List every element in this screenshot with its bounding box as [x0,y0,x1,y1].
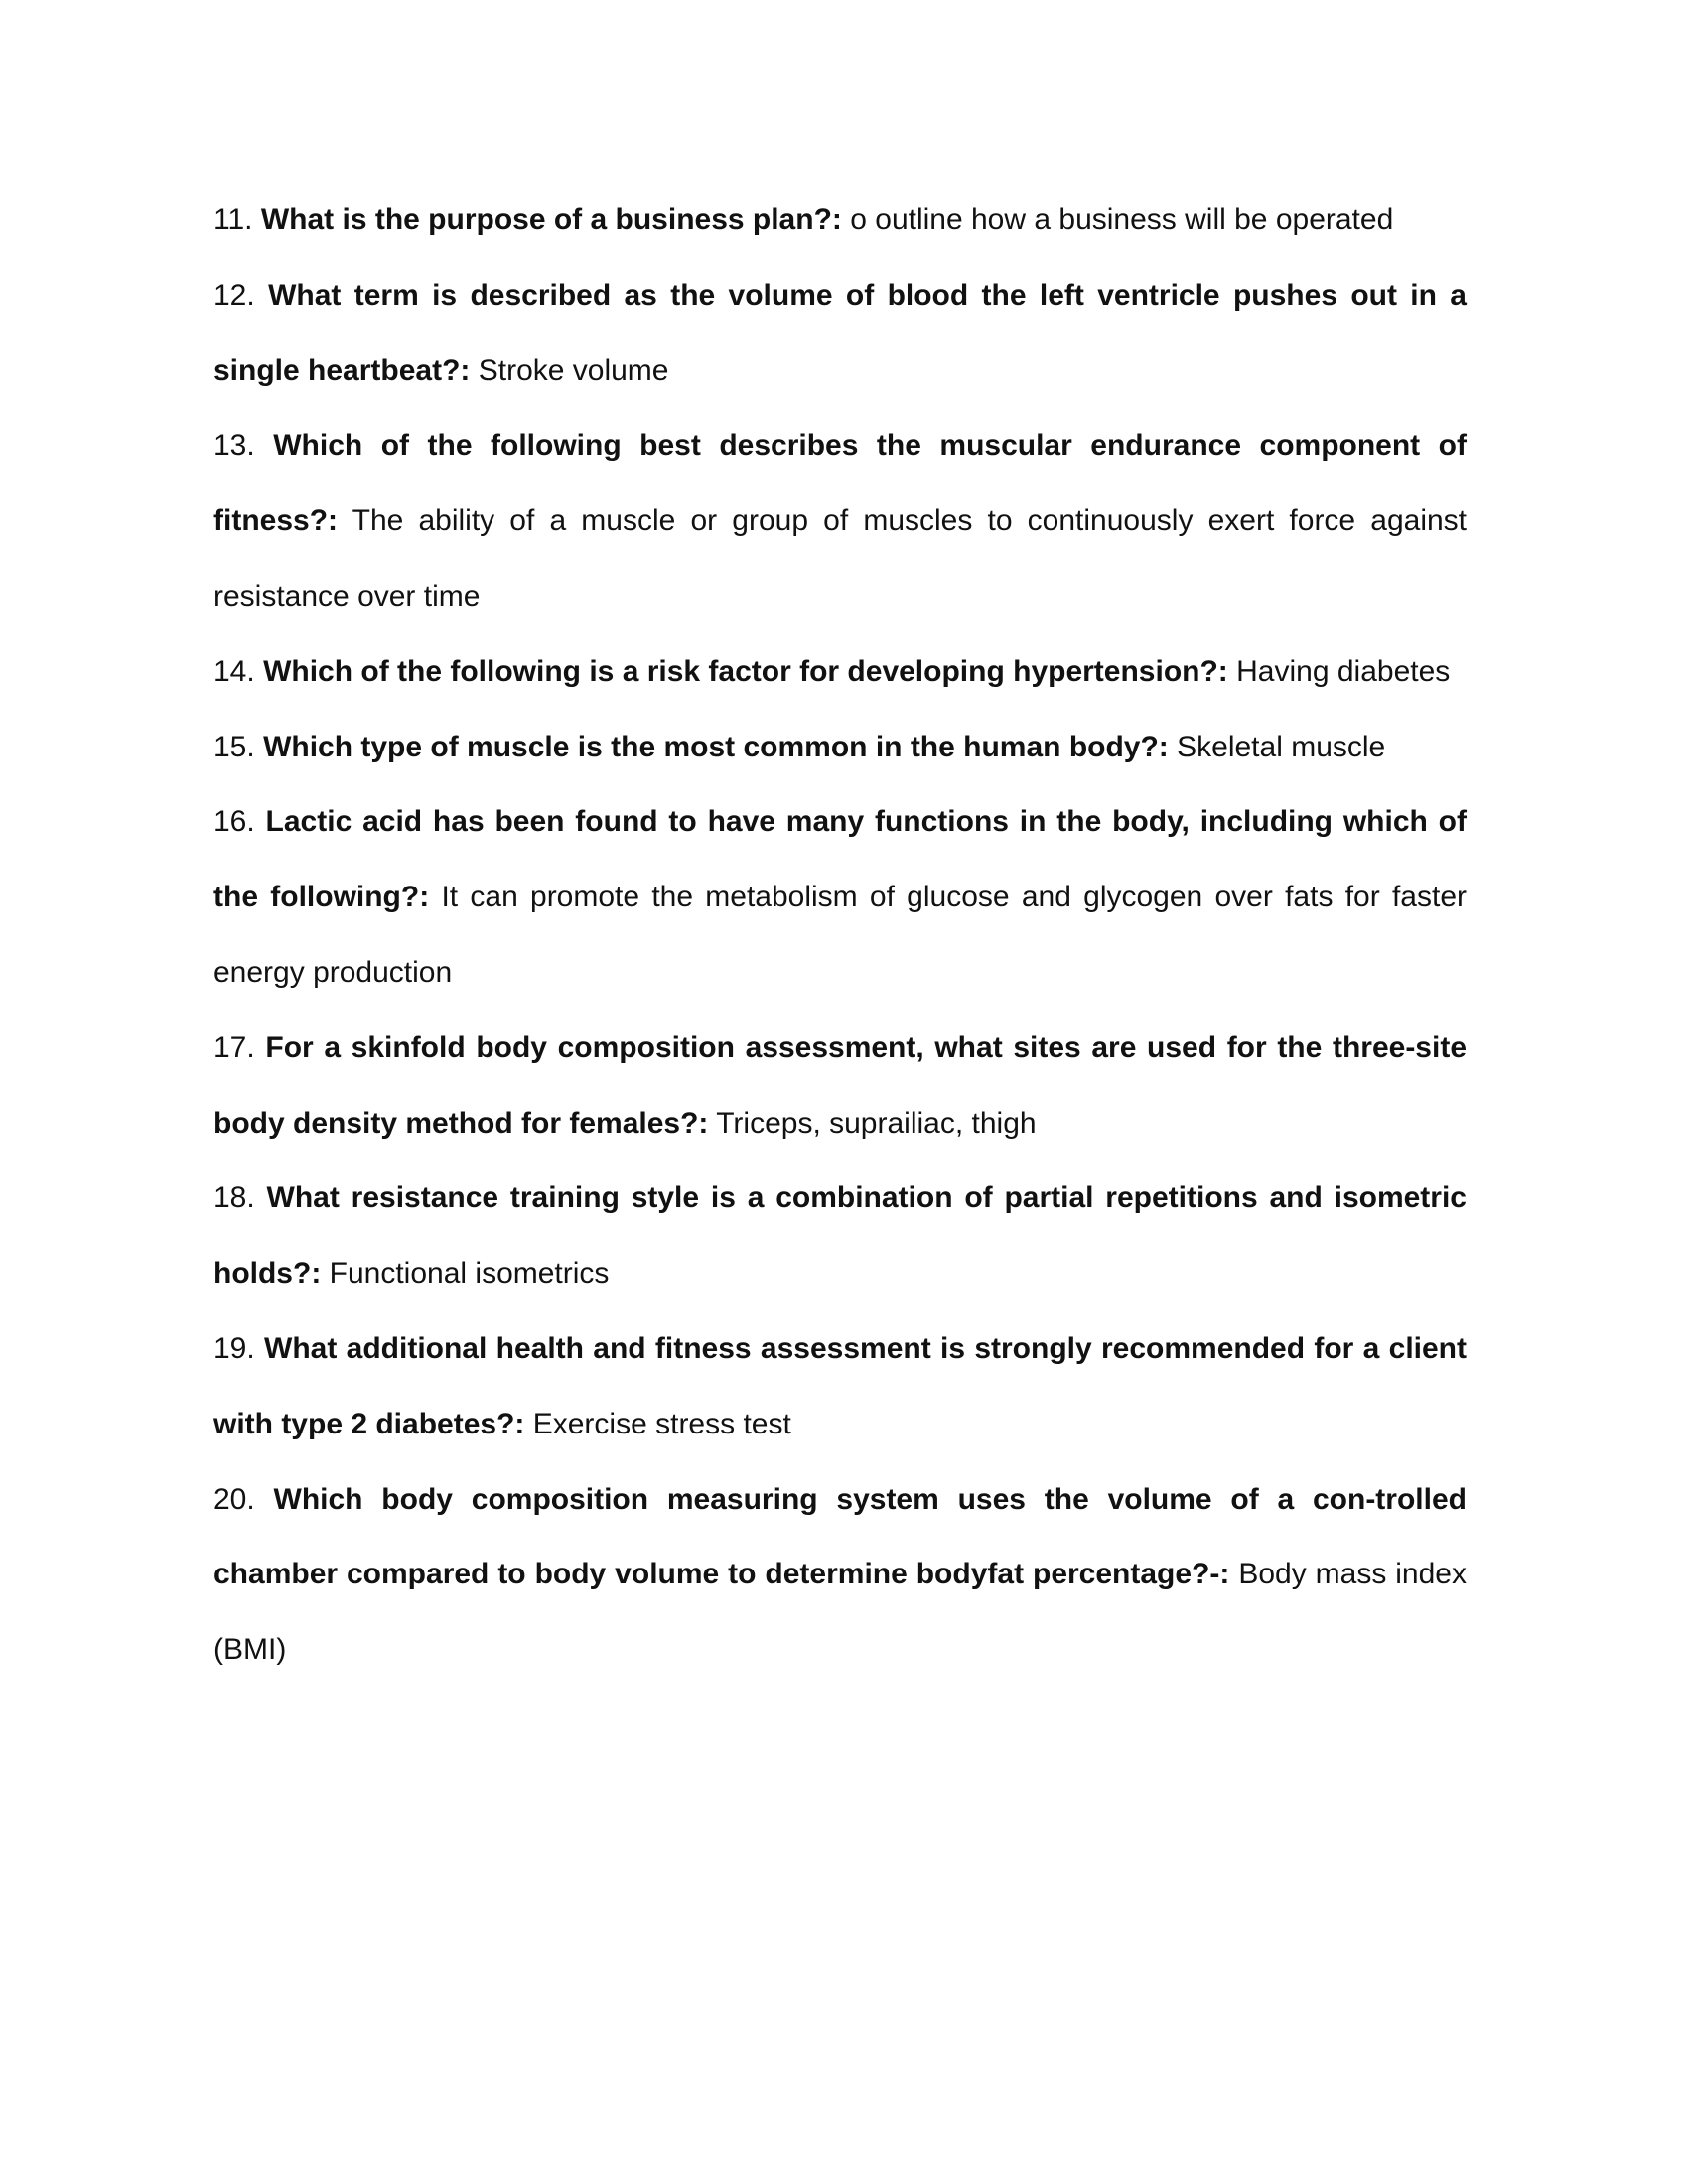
item-number: 19. [213,1331,255,1365]
qa-item [213,784,1467,1010]
question-text: What resistance training style is a combination of partial repetitions and isometric holds?: [213,1181,1467,1291]
item-number: 13. [213,429,255,463]
item-number: 11. [213,204,253,236]
answer-text: o outline how a business will be operated [850,204,1394,236]
answer-text: Stroke volume [478,353,669,387]
question-text: What additional health and fitness assessment is strongly recommended for a client with type 2 diabetes?: [213,1331,1467,1440]
answer-text: Body mass index (BMI) [213,1558,1467,1667]
item-number: 20. [213,1482,255,1516]
qa-item [213,258,1467,409]
answer-text: Triceps, suprailiac, thigh [716,1106,1037,1140]
item-number: 17. [213,1030,255,1064]
qa-item [213,1462,1467,1688]
qa-item [213,1011,1467,1161]
question-text: What is the purpose of a business plan?: [260,204,842,236]
item-number: 15. [213,730,255,763]
question-text: Which type of muscle is the most common in the human body?: [263,730,1169,763]
answer-text: Exercise stress test [532,1407,791,1440]
answer-text: It can promote the metabolism of glucose and glycogen over fats for faster energy production [213,881,1467,989]
question-text: For a skinfold body composition assessment, what sites are used for the three-site body density method for females?: [213,1030,1468,1140]
answer-text: Functional isometrics [329,1257,610,1291]
qa-item [213,710,1467,785]
question-text: Which body composition measuring system uses the volume of a con-trolled chamber compared to body volume to determine bodyfat percentage?-: [213,1482,1467,1591]
item-number: 12. [213,278,255,312]
qa-item [213,1311,1467,1462]
item-number: 16. [213,805,255,839]
qa-item [213,634,1467,710]
question-text: What term is described as the volume of blood the left ventricle pushes out in a single heartbeat?: [213,278,1467,387]
qa-item [213,408,1467,633]
item-number: 14. [213,654,255,688]
qa-item [213,1160,1467,1311]
answer-text: Having diabetes [1236,654,1451,688]
item-number: 18. [213,1181,255,1215]
answer-text: Skeletal muscle [1177,730,1386,763]
question-text: Which of the following best describes the muscular endurance component of fitness?: [213,429,1467,538]
answer-text: The ability of a muscle or group of muscles to continuously exert force against resistance over time [213,504,1468,613]
question-text: Which of the following is a risk factor for developing hypertension?: [263,654,1228,688]
document-body [213,183,1467,1688]
qa-item [213,183,1467,258]
question-text: Lactic acid has been found to have many functions in the body, including which of the following?: [213,805,1467,914]
